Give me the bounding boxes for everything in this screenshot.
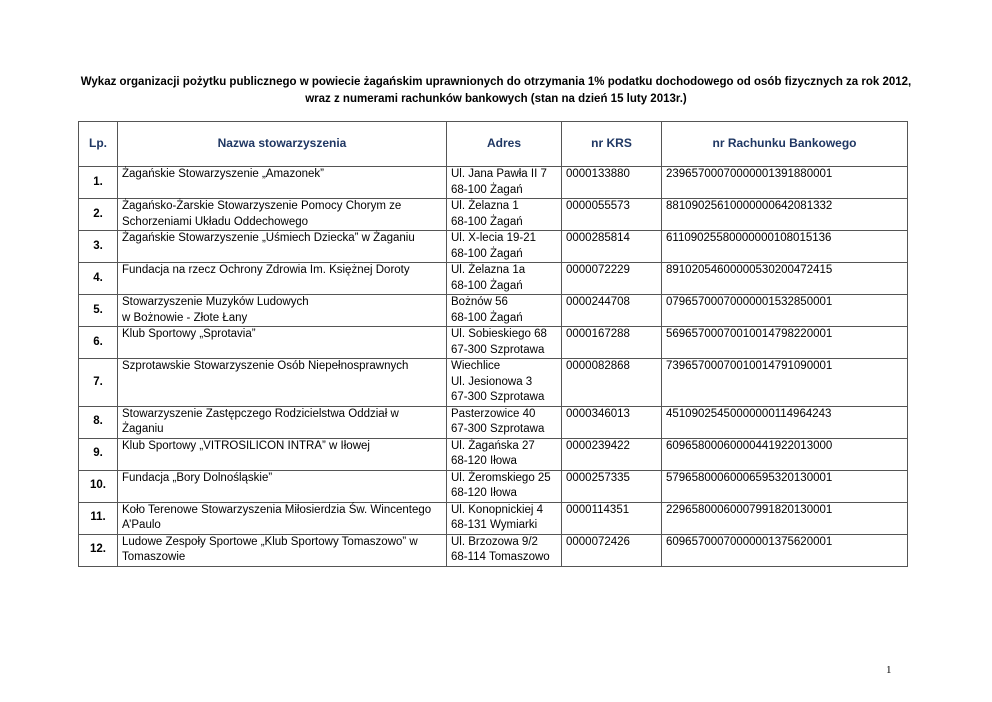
cell-lp: 4. <box>79 263 118 295</box>
address-line: 67-300 Szprotawa <box>451 391 545 403</box>
address-line: Ul. Żeromskiego 25 <box>451 471 551 484</box>
title-line-1: Wykaz organizacji pożytku publicznego w powiecie żagańskim uprawnionych do otrzymania 1% podatku dochodowego od osób fizycznych za rok 2012, <box>80 76 912 88</box>
cell-account: 45109025450000000114964243 <box>662 406 908 438</box>
cell-account: 88109025610000000642081332 <box>662 199 908 231</box>
cell-account: 61109025580000000108015136 <box>662 231 908 263</box>
table-body <box>79 167 908 567</box>
cell-account: 23965700070000001391880001 <box>662 167 908 199</box>
address-line: 68-120 Iłowa <box>451 487 517 499</box>
cell-name: Szprotawskie Stowarzyszenie Osób Niepełnosprawnych <box>118 359 447 407</box>
address-line: Ul. Brzozowa 9/2 <box>451 535 538 548</box>
table-row <box>79 438 908 470</box>
cell-krs: 0000082868 <box>562 359 662 407</box>
cell-name: Stowarzyszenie Muzyków Ludowych w Bożnowie - Złote Łany <box>118 295 447 327</box>
address-line: 68-100 Żagań <box>451 215 523 228</box>
address-line: 68-100 Żagań <box>451 247 523 260</box>
cell-address <box>447 231 562 263</box>
address-line: Pasterzowice 40 <box>451 407 536 420</box>
cell-address <box>447 263 562 295</box>
table-row <box>79 231 908 263</box>
cell-krs: 0000346013 <box>562 406 662 438</box>
cell-name: Ludowe Zespoły Sportowe „Klub Sportowy Tomaszowo” w Tomaszowie <box>118 534 447 566</box>
cell-account: 57965800060006595320130001 <box>662 470 908 502</box>
cell-krs: 0000285814 <box>562 231 662 263</box>
cell-lp: 12. <box>79 534 118 566</box>
document-title <box>60 74 932 108</box>
cell-krs: 0000055573 <box>562 199 662 231</box>
title-line-2: wraz z numerami rachunków bankowych (stan na dzień 15 luty 2013r.) <box>305 93 687 105</box>
cell-account: 73965700070010014791090001 <box>662 359 908 407</box>
cell-krs: 0000072426 <box>562 534 662 566</box>
cell-lp: 1. <box>79 167 118 199</box>
cell-address <box>447 502 562 534</box>
cell-lp: 10. <box>79 470 118 502</box>
cell-lp: 5. <box>79 295 118 327</box>
cell-address <box>447 534 562 566</box>
table-row <box>79 406 908 438</box>
address-line: 68-131 Wymiarki <box>451 519 538 531</box>
cell-lp: 6. <box>79 327 118 359</box>
cell-name: Klub Sportowy „VITROSILICON INTRA” w Iłowej <box>118 438 447 470</box>
address-line: Ul. X-lecia 19-21 <box>451 232 537 244</box>
cell-account: 89102054600000530200472415 <box>662 263 908 295</box>
address-line: Ul. Konopnickiej 4 <box>451 503 544 516</box>
cell-krs: 0000257335 <box>562 470 662 502</box>
cell-account: 07965700070000001532850001 <box>662 295 908 327</box>
page-number: 1 <box>886 664 892 676</box>
header-address: Adres <box>447 122 562 167</box>
cell-address <box>447 295 562 327</box>
cell-name: Klub Sportowy „Sprotavia” <box>118 327 447 359</box>
header-krs: nr KRS <box>562 122 662 167</box>
cell-address <box>447 199 562 231</box>
cell-lp: 2. <box>79 199 118 231</box>
cell-krs: 0000133880 <box>562 167 662 199</box>
table-row <box>79 167 908 199</box>
header-name: Nazwa stowarzyszenia <box>118 122 447 167</box>
address-line: 68-120 Iłowa <box>451 455 517 467</box>
cell-krs: 0000239422 <box>562 438 662 470</box>
address-line: Ul. Żelazna 1a <box>451 264 526 276</box>
address-line: 68-100 Żagań <box>451 183 523 196</box>
cell-name: Żagańsko-Żarskie Stowarzyszenie Pomocy Chorym ze Schorzeniami Układu Oddechowego <box>118 199 447 231</box>
cell-lp: 8. <box>79 406 118 438</box>
cell-address <box>447 359 562 407</box>
cell-name: Żagańskie Stowarzyszenie „Uśmiech Dziecka” w Żaganiu <box>118 231 447 263</box>
cell-name: Stowarzyszenie Zastępczego Rodzicielstwa Oddział w Żaganiu <box>118 406 447 438</box>
table-row <box>79 327 908 359</box>
table-row <box>79 295 908 327</box>
cell-lp: 3. <box>79 231 118 263</box>
address-line: Ul. Żelazna 1 <box>451 200 519 212</box>
address-line: 68-100 Żagań <box>451 311 523 324</box>
address-line: 68-100 Żagań <box>451 279 523 292</box>
table-header-row <box>79 122 908 167</box>
cell-krs: 0000114351 <box>562 502 662 534</box>
cell-address <box>447 327 562 359</box>
cell-account: 60965800060000441922013000 <box>662 438 908 470</box>
cell-name: Fundacja „Bory Dolnośląskie” <box>118 470 447 502</box>
cell-account: 60965700070000001375620001 <box>662 534 908 566</box>
cell-account: 22965800060007991820130001 <box>662 502 908 534</box>
address-line: Ul. Jana Pawła II 7 <box>451 168 547 180</box>
table-row <box>79 199 908 231</box>
cell-address <box>447 406 562 438</box>
cell-lp: 11. <box>79 502 118 534</box>
cell-address <box>447 470 562 502</box>
address-line: Ul. Żagańska 27 <box>451 439 535 452</box>
cell-address <box>447 167 562 199</box>
address-line: Bożnów 56 <box>451 296 508 308</box>
cell-krs: 0000072229 <box>562 263 662 295</box>
address-line: Ul. Sobieskiego 68 <box>451 328 547 340</box>
header-lp: Lp. <box>79 122 118 167</box>
cell-krs: 0000167288 <box>562 327 662 359</box>
organizations-table <box>78 121 908 567</box>
table-row <box>79 263 908 295</box>
cell-krs: 0000244708 <box>562 295 662 327</box>
header-account: nr Rachunku Bankowego <box>662 122 908 167</box>
cell-lp: 7. <box>79 359 118 407</box>
cell-name: Żagańskie Stowarzyszenie „Amazonek” <box>118 167 447 199</box>
cell-address <box>447 438 562 470</box>
table-row <box>79 534 908 566</box>
address-line: Wiechlice <box>451 360 501 372</box>
cell-lp: 9. <box>79 438 118 470</box>
address-line: 67-300 Szprotawa <box>451 423 545 435</box>
table-row <box>79 502 908 534</box>
address-line: Ul. Jesionowa 3 <box>451 375 533 388</box>
address-line: 68-114 Tomaszowo <box>451 551 550 563</box>
cell-name: Koło Terenowe Stowarzyszenia Miłosierdzia Św. Wincentego A’Paulo <box>118 502 447 534</box>
cell-account: 56965700070010014798220001 <box>662 327 908 359</box>
cell-name: Fundacja na rzecz Ochrony Zdrowia Im. Księżnej Doroty <box>118 263 447 295</box>
table-row <box>79 359 908 407</box>
address-line: 67-300 Szprotawa <box>451 343 545 356</box>
table-row <box>79 470 908 502</box>
